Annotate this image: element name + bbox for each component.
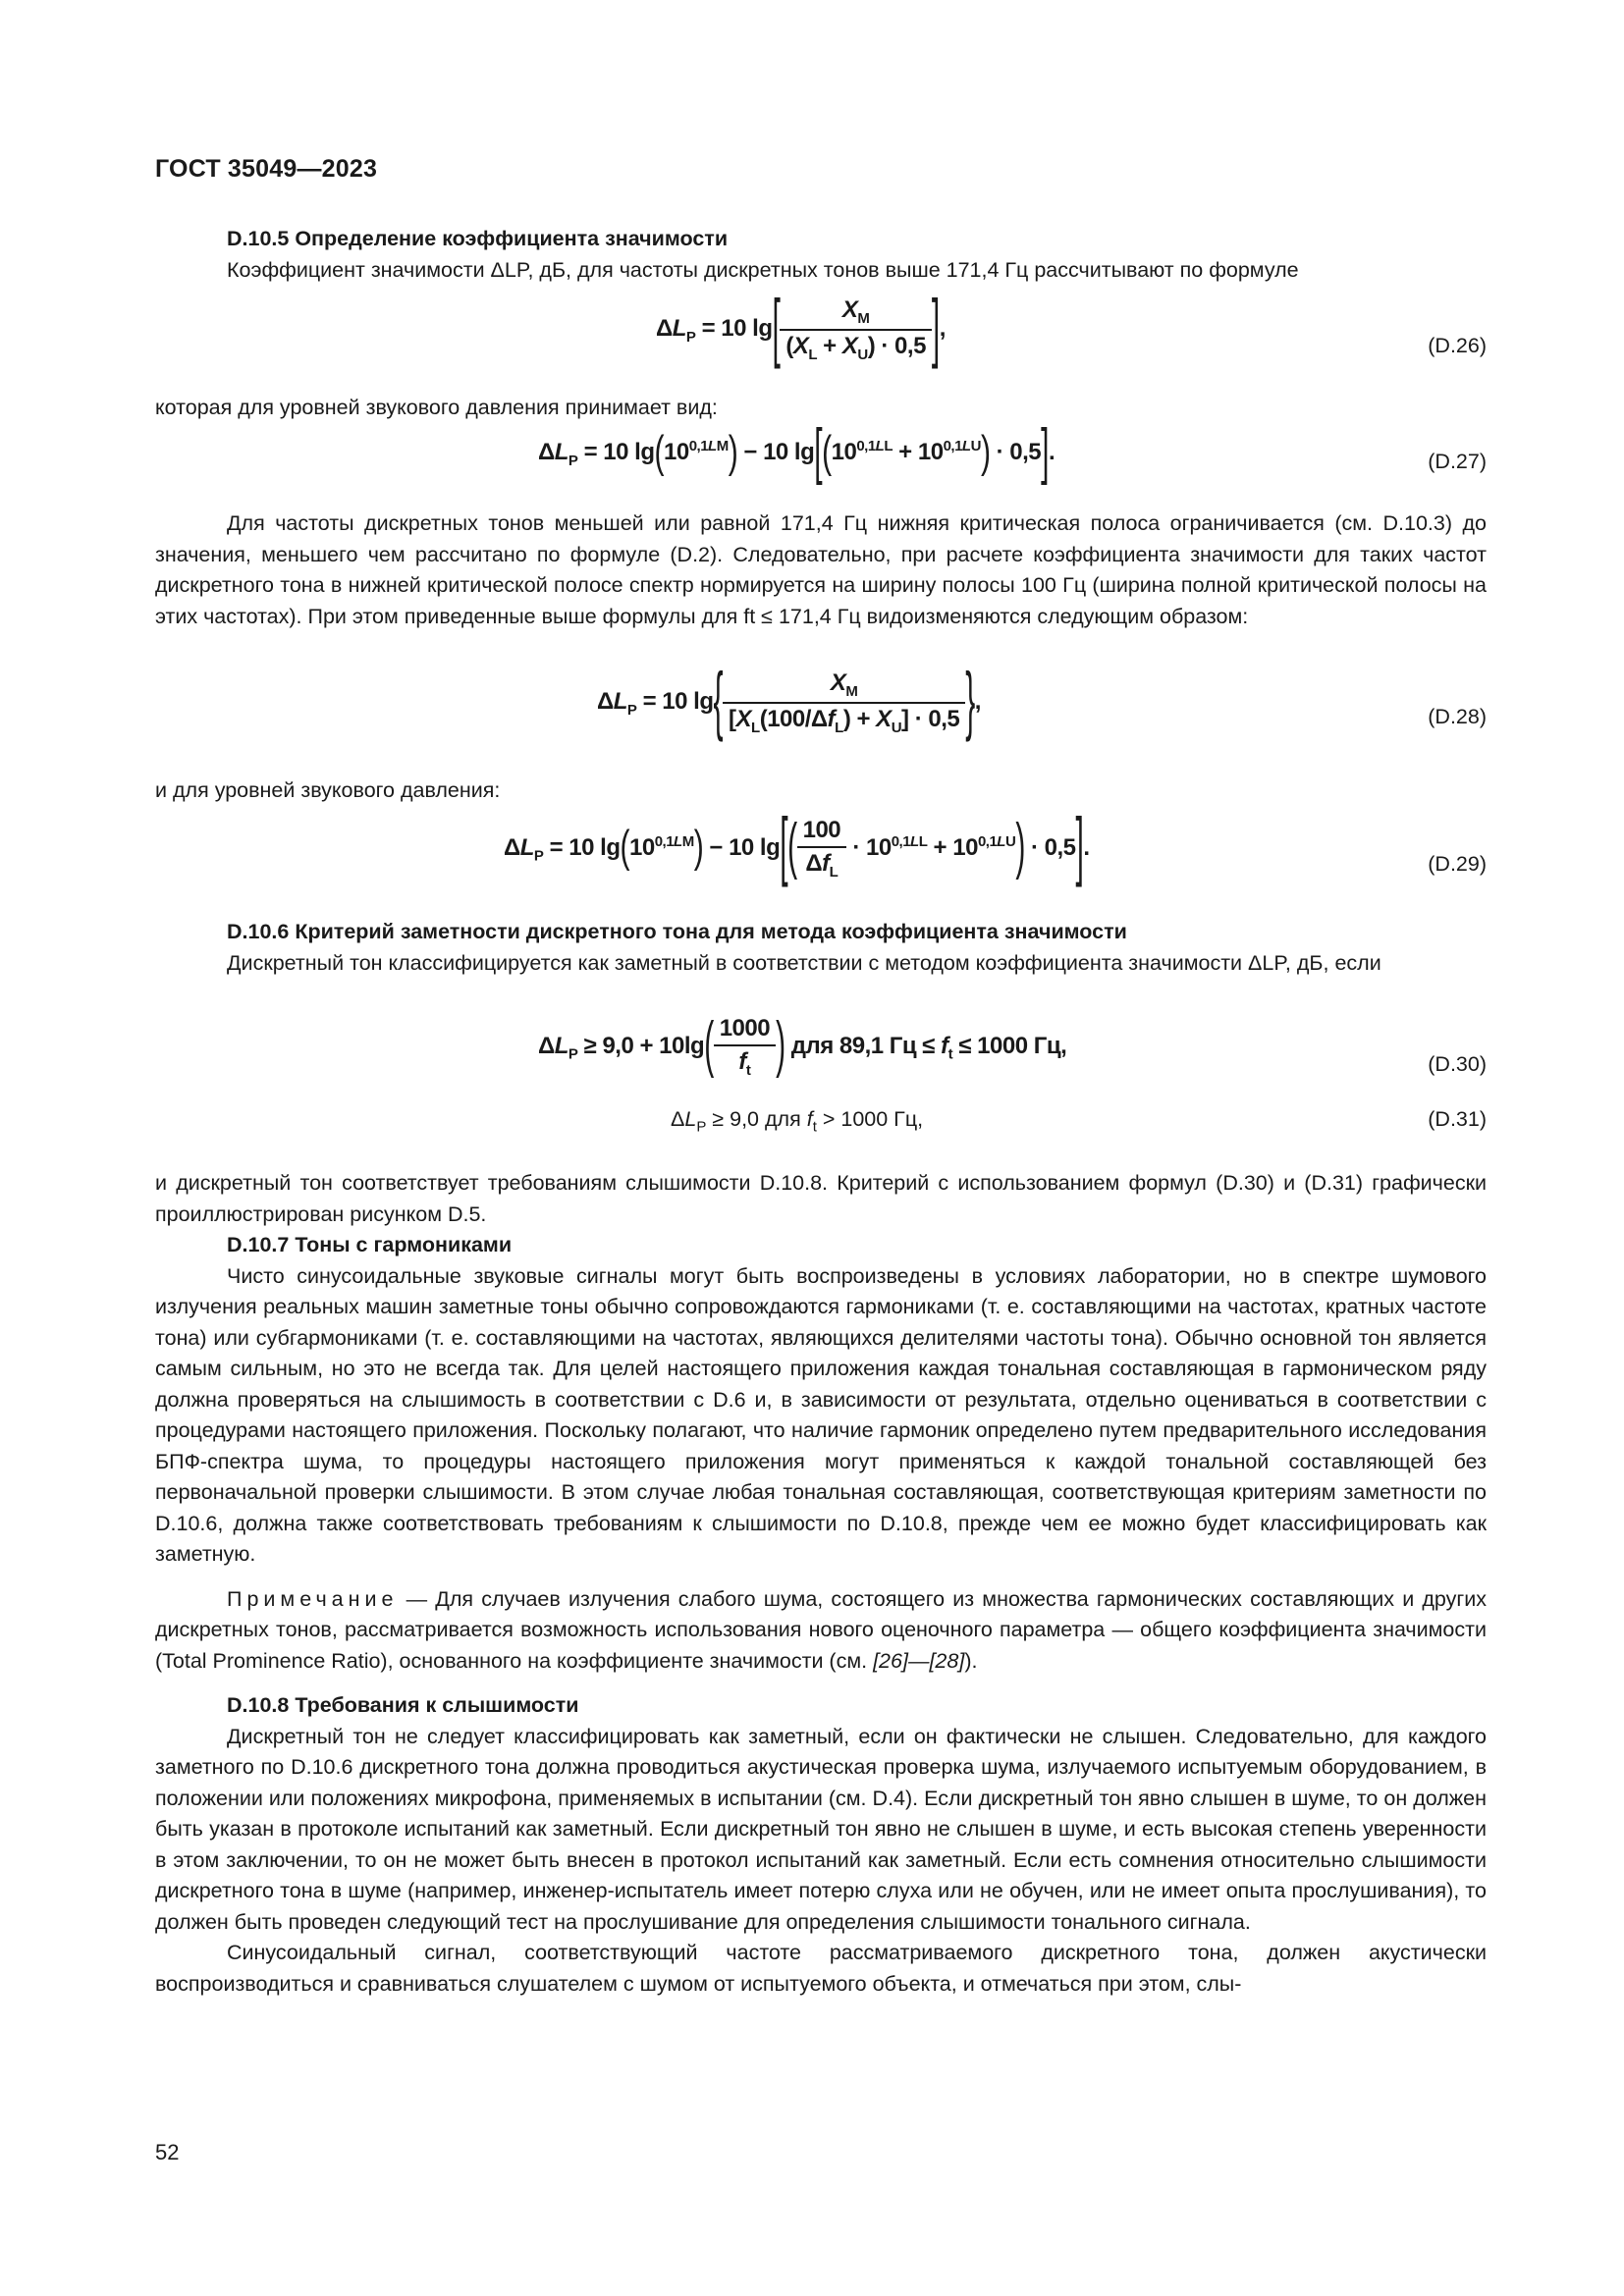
note-references: [26]—[28] bbox=[873, 1648, 965, 1673]
section-d108-heading: D.10.8 Требования к слышимости bbox=[227, 1693, 579, 1717]
section-d105-intro: Коэффициент значимости ΔLP, дБ, для частоты дискретных тонов выше 171,4 Гц рассчитывают по формуле bbox=[227, 257, 1299, 282]
d30-condition-end: ≤ 1000 Гц, bbox=[958, 1032, 1067, 1059]
text-after-d28 bbox=[155, 775, 1487, 807]
page-number: 52 bbox=[155, 2140, 180, 2164]
equation-d28: $\Delta L_P = 10$ lg{ $\frac{X_M}{[X_L(100/\Delta f_L) + X_U] \cdot 0,5}$ }, (D.28) bbox=[597, 659, 1487, 744]
section-d107-heading: D.10.7 Тоны с гармониками bbox=[227, 1233, 513, 1256]
section-d106-intro: Дискретный тон классифицируется как заметный в соответствии с методом коэффициента значимости ΔLP, дБ, если bbox=[227, 950, 1381, 975]
d31-text-end: > 1000 Гц, bbox=[822, 1107, 924, 1131]
paragraph-low-frequency: Для частоты дискретных тонов меньшей или равной 171,4 Гц нижняя критическая полоса ограничивается (см. D.10.3) до значения, меньшего чем рассчитано по формуле (D.2). Следовательно, при расчете коэффициента значимости для таких частот дискретного тона в нижней критической полосе спектр нормируется на ширину полосы 100 Гц (ширина полной критической полосы на этих частотах). При этом приведенные выше формулы для ft ≤ 171,4 Гц видоизменяются следующим образом: bbox=[155, 511, 1487, 628]
equation-d29: $\Delta L_P = 10$ $\lg(10^{0,1LM}) - 10$ lg[( $\frac{100}{\Delta f_L}$ · $10^{0,1LL} + 10^{0,1LU}) \cdot 0,5$]. (D.29) bbox=[504, 805, 1487, 890]
d31-text: ≥ 9,0 для bbox=[712, 1107, 801, 1131]
section-d108-paragraph-1: Дискретный тон не следует классифицировать как заметный, если он фактически не слышен. Следовательно, для каждого заметного по D.10.6 дискретного тона должна проводиться акустическая проверка шума, излучаемого испытуемым оборудованием, в положении или положениях микрофона, применяемых в испытании (см. D.4). Если дискретный тон явно слышен в шуме, то он должен быть указан в протоколе испытаний как заметный. Если дискретный тон явно не слышен в шуме, и есть высокая степень уверенности в этом заключении, то он не может быть внесен в протокол испытаний как заметный. Если есть сомнения относительно слышимости дискретного тона в шуме (например, инженер-испытатель имеет потерю слуха или не обучен, или не имеет опыта прослушивания), то должен быть проведен следующий тест на прослушивание для определения слышимости тонального сигнала. bbox=[155, 1724, 1487, 1934]
equation-number-d27: (D.27) bbox=[1428, 450, 1487, 473]
section-d108-paragraph-2: Синусоидальный сигнал, соответствующий частоте рассматриваемого дискретного тона, должен акустически воспроизводиться и сравниваться слушателем с шумом от испытуемого объекта, и отмечаться при этом, слы- bbox=[155, 1941, 1487, 1996]
paragraph-after-d28: и для уровней звукового давления: bbox=[155, 778, 501, 802]
note-text: — Для случаев излучения слабого шума, состоящего из множества гармонических составляющих и других дискретных тонов, рассматривается возможность использования нового оценочного параметра — общего коэффициента значимости (Total Prominence Ratio), основанного на коэффициенте значимости (см. bbox=[155, 1586, 1487, 1673]
equation-number-d30: (D.30) bbox=[1428, 1052, 1487, 1076]
section-d105-start bbox=[155, 224, 1487, 286]
note-end: ). bbox=[964, 1648, 978, 1673]
note-paragraph bbox=[155, 1584, 1487, 1678]
equation-d30: $\Delta L_P \ge 9,0 + 10\lg$( $\frac{1000}{f_t}$ ) для 89,1 Гц ≤ $f_t \le 1000$ Гц, (D.30) bbox=[538, 1011, 1487, 1081]
equation-number-d26: (D.26) bbox=[1428, 334, 1487, 357]
paragraph-after-d31: и дискретный тон соответствует требованиям слышимости D.10.8. Критерий с использованием формул (D.30) и (D.31) графически проиллюстрирован рисунком D.5. bbox=[155, 1171, 1487, 1226]
section-d107-paragraph: Чисто синусоидальные звуковые сигналы могут быть воспроизведены в условиях лаборатории, но в спектре шумового излучения реальных машин заметные тоны обычно сопровождаются гармониками (т. е. составляющими на частотах, кратных частоте тона) или субгармониками (т. е. составляющими на частотах, являющихся делителями частоты тона). Обычно основной тон является самым сильным, но это не всегда так. Для целей настоящего приложения каждая тональная составляющая в гармоническом ряду должна проверяться на слышимость в соответствии с D.6 и, в зависимости от результата, отдельно оцениваться в соответствии с процедурами настоящего приложения. Поскольку полагают, что наличие гармоник определено путем предварительного исследования БПФ-спектра шума, то процедуры настоящего приложения могут применяться к каждой тональной составляющей без первоначальной проверки слышимости. В этом случае любая тональная составляющая, соответствующая критериям заметности по D.10.6, должна также соответствовать требованиям к слышимости по D.10.8, прежде чем ее можно будет классифицировать как заметную. bbox=[155, 1263, 1487, 1566]
equation-d27: $\Delta L_P = 10$ $\lg(10^{0,1LM}) - 10$ $\lg[(10^{0,1LL} + 10^{0,1LU}) \cdot 0,5]$. (D.27) bbox=[538, 417, 1487, 487]
equation-number-d28: (D.28) bbox=[1428, 705, 1487, 728]
paragraph-after-d26: которая для уровней звукового давления принимает вид: bbox=[155, 396, 718, 419]
section-d105-heading: D.10.5 Определение коэффициента значимости bbox=[227, 227, 729, 250]
section-d106-d107 bbox=[155, 1168, 1487, 2000]
section-d106-heading: D.10.6 Критерий заметности дискретного тона для метода коэффициента значимости bbox=[227, 920, 1127, 943]
equation-number-d29: (D.29) bbox=[1428, 852, 1487, 876]
d30-condition: для 89,1 Гц ≤ bbox=[790, 1032, 935, 1059]
equation-d26: $\Delta L_P = 10$ lg[ $\frac{X_M}{(X_L + X_U) \cdot 0,5}$ ], (D.26) bbox=[656, 286, 1487, 371]
equation-number-d31: (D.31) bbox=[1428, 1107, 1487, 1131]
document-id-header: ГОСТ 35049—2023 bbox=[155, 155, 378, 183]
note-label: Примечание bbox=[227, 1586, 399, 1611]
section-d105-paragraph bbox=[155, 508, 1487, 632]
section-d106 bbox=[155, 917, 1487, 979]
equation-d31: $\Delta L_P \ge 9,0$ для $f_t > 1000$ Гц, (D.31) bbox=[671, 1107, 1487, 1136]
